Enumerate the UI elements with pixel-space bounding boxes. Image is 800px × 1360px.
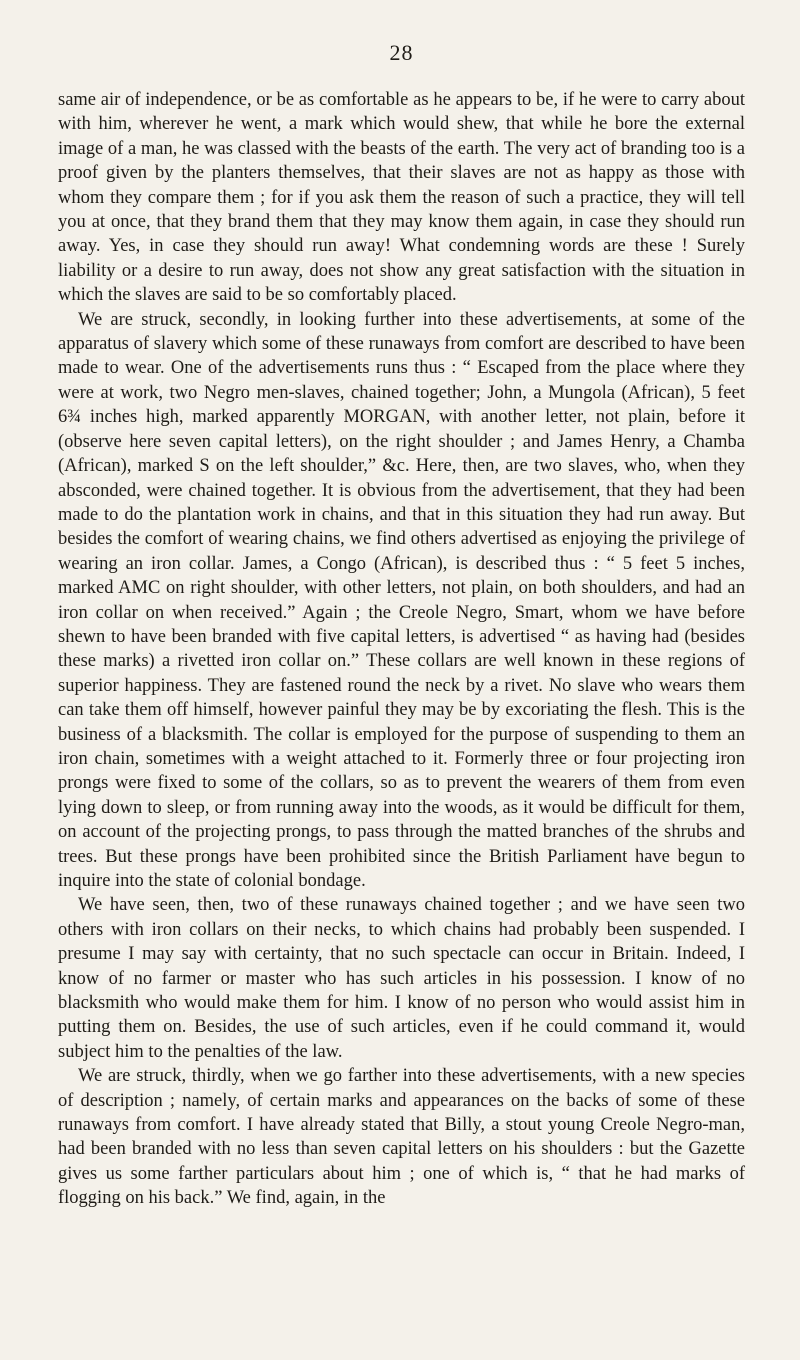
page-number: 28 <box>389 40 414 65</box>
paragraph-4: We are struck, thirdly, when we go farther into these advertisements, with a new species of description ; namely, of certain marks and appearances on the backs of some of these runaways from comfort. I have already stated that Billy, a stout young Creole Negro-man, had been branded with no less than seven capital letters on his shoulders : but the Gazette gives us some farther particulars about him ; one of which is, “ that he had marks of flogging on his back.” We find, again, in the <box>58 1066 745 1209</box>
body-text <box>58 88 745 1211</box>
paragraph-1: same air of independence, or be as comfortable as he appears to be, if he were to carry about with him, wherever he went, a mark which would shew, that while he bore the external image of a man, he was classed with the beasts of the earth. The very act of branding too is a proof given by the planters themselves, that their slaves are not as happy as those with whom they compare them ; for if you ask them the reason of such a practice, they will tell you at once, that they brand them that they may know them again, in case they should run away. Yes, in case they should run away! What condemning words are these ! Surely liability or a desire to run away, does not show any great satisfaction with the situation in which the slaves are said to be so comfortably placed. <box>58 90 745 306</box>
paragraph-2: We are struck, secondly, in looking further into these advertisements, at some of the apparatus of slavery which some of these runaways from comfort are described to have been made to wear. One of the advertisements runs thus : “ Escaped from the place where they were at work, two Negro men-slaves, chained together; John, a Mungola (African), 5 feet 6¾ inches high, marked apparently MORGAN, with another letter, not plain, before it (observe here seven capital letters), on the right shoulder ; and James Henry, a Chamba (African), marked S on the left shoulder,” &c. Here, then, are two slaves, who, when they absconded, were chained together. It is obvious from the advertisement, that they had been made to do the plantation work in chains, and that in this situation they had run away. But besides the comfort of wearing chains, we find others advertised as enjoying the privilege of wearing an iron collar. James, a Congo (African), is described thus : “ 5 feet 5 inches, marked AMC on right shoulder, with other letters, not plain, on both shoulders, and had an iron collar on when received.” Again ; the Creole Negro, Smart, whom we have before shewn to have been branded with five capital letters, is advertised “ as having had (besides these marks) a rivetted iron collar on.” These collars are well known in these regions of superior happiness. They are fastened round the neck by a rivet. No slave who wears them can take them off himself, however painful they may be by excoriating the flesh. This is the business of a blacksmith. The collar is employed for the purpose of suspending to them an iron chain, sometimes with a weight attached to it. Formerly three or four projecting iron prongs were fixed to some of the collars, so as to prevent the wearers of them from even lying down to sleep, or from running away into the woods, as it would be difficult for them, on account of the projecting prongs, to pass through the matted branches of the shrubs and trees. But these prongs have been prohibited since the British Parliament have begun to inquire into the state of colonial bondage. <box>58 309 745 891</box>
paragraph-3: We have seen, then, two of these runaways chained together ; and we have seen two others with iron collars on their necks, to which chains had probably been suspended. I presume I may say with certainty, that no such spectacle can occur in Britain. Indeed, I know of no farmer or master who has such articles in his possession. I know of no blacksmith who would make them for him. I know of no person who would assist him in putting them on. Besides, the use of such articles, even if he could command it, would subject him to the penalties of the law. <box>58 895 745 1062</box>
